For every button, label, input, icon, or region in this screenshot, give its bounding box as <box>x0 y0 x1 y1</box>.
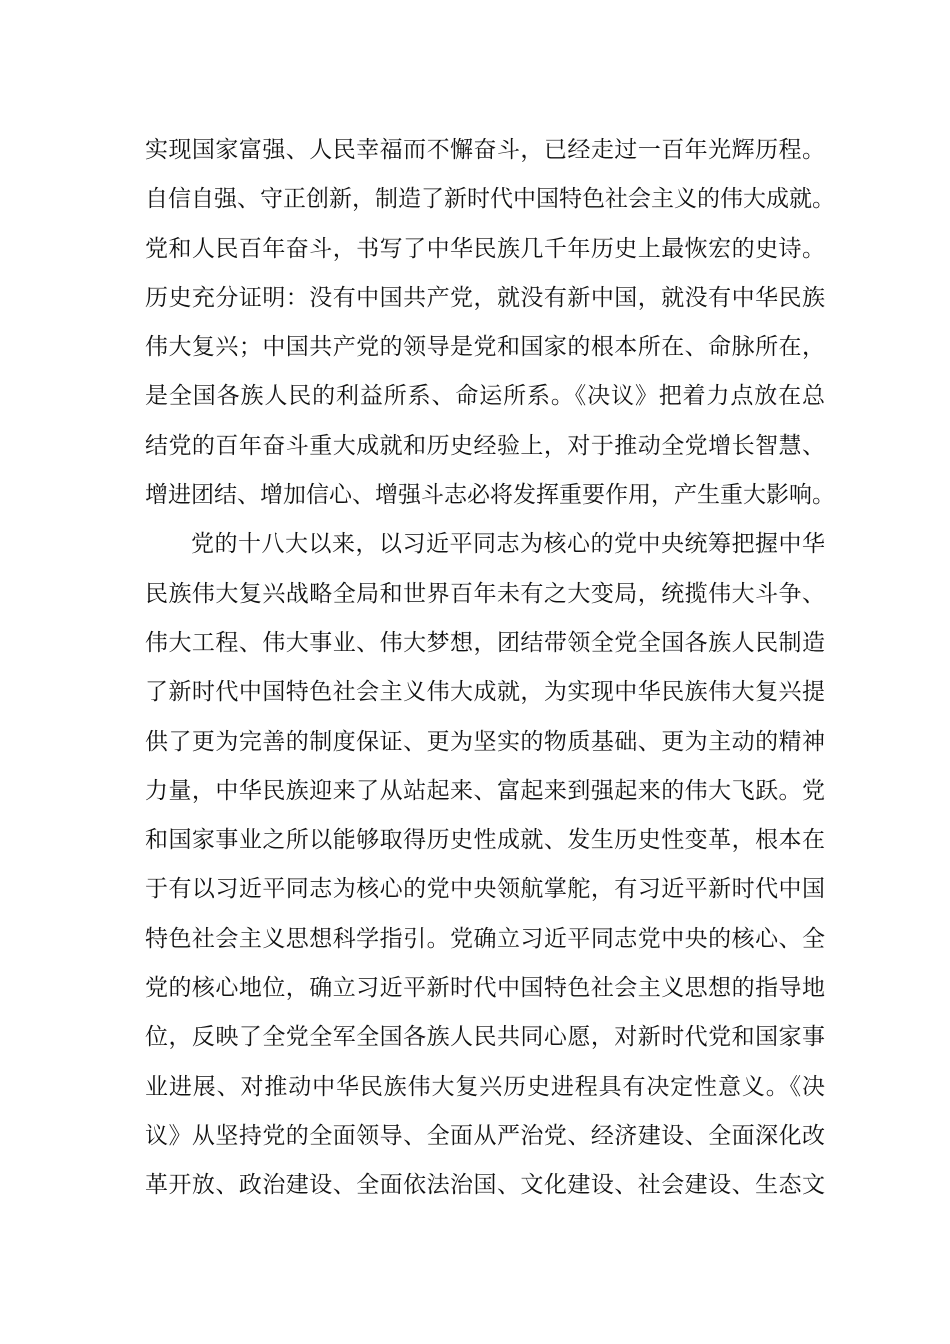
text-line: 是全国各族人民的利益所系、命运所系。《决议》把着力点放在总 <box>145 383 825 410</box>
text-line: 位，反映了全党全军全国各族人民共同心愿，对新时代党和国家事 <box>145 1024 825 1051</box>
text-line: 党的核心地位，确立习近平新时代中国特色社会主义思想的指导地 <box>145 975 825 1002</box>
text-line: 结党的百年奋斗重大成就和历史经验上，对于推动全党增长智慧、 <box>145 432 825 459</box>
text-line: 自信自强、守正创新，制造了新时代中国特色社会主义的伟大成就。 <box>145 186 835 213</box>
text-line: 民族伟大复兴战略全局和世界百年未有之大变局，统揽伟大斗争、 <box>145 580 825 607</box>
body-text <box>145 126 835 1211</box>
text-line: 特色社会主义思想科学指引。党确立习近平同志党中央的核心、全 <box>145 925 825 952</box>
text-line: 伟大复兴；中国共产党的领导是党和国家的根本所在、命脉所在， <box>145 334 825 361</box>
text-line: 力量，中华民族迎来了从站起来、富起来到强起来的伟大飞跃。党 <box>145 777 825 804</box>
text-line: 业进展、对推动中华民族伟大复兴历史进程具有决定性意义。《决 <box>145 1073 825 1100</box>
text-line: 供了更为完善的制度保证、更为坚实的物质基础、更为主动的精神 <box>145 728 825 755</box>
text-line: 和国家事业之所以能够取得历史性成就、发生历史性变革，根本在 <box>145 827 825 854</box>
text-line: 革开放、政治建设、全面依法治国、文化建设、社会建设、生态文 <box>145 1172 825 1199</box>
text-line: 伟大工程、伟大事业、伟大梦想，团结带领全党全国各族人民制造 <box>145 629 825 656</box>
text-line: 于有以习近平同志为核心的党中央领航掌舵，有习近平新时代中国 <box>145 876 825 903</box>
text-line: 增进团结、增加信心、增强斗志必将发挥重要作用，产生重大影响。 <box>145 482 835 509</box>
text-line: 党和人民百年奋斗，书写了中华民族几千年历史上最恢宏的史诗。 <box>145 235 825 262</box>
text-line: 了新时代中国特色社会主义伟大成就，为实现中华民族伟大复兴提 <box>145 679 825 706</box>
text-line: 党的十八大以来，以习近平同志为核心的党中央统筹把握中华 <box>191 531 825 558</box>
text-line: 议》从坚持党的全面领导、全面从严治党、经济建设、全面深化改 <box>145 1122 825 1149</box>
text-line: 历史充分证明：没有中国共产党，就没有新中国，就没有中华民族 <box>145 284 825 311</box>
text-line: 实现国家富强、人民幸福而不懈奋斗，已经走过一百年光辉历程。 <box>145 137 825 163</box>
